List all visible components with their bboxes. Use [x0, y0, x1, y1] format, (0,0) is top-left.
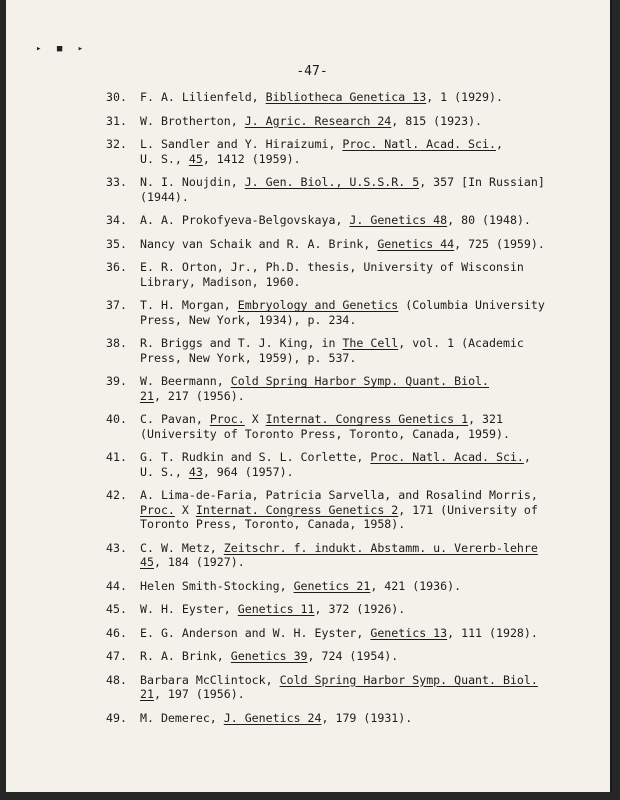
reference-line [140, 649, 546, 664]
reference-number: 40. [106, 412, 127, 426]
reference-line [140, 114, 546, 129]
reference-number: 47. [106, 649, 127, 663]
text-segment: X [244, 412, 266, 426]
reference-line [140, 275, 546, 290]
reference-item [106, 711, 546, 726]
reference-item [106, 579, 546, 594]
document-page [6, 0, 612, 792]
reference-item [106, 90, 546, 105]
text-segment: , 111 (1928). [447, 625, 538, 640]
text-segment: Barbara McClintock, [140, 672, 280, 687]
underlined-title: Genetics 11 [237, 602, 315, 616]
reference-number: 34. [106, 213, 127, 227]
underlined-title: J. Gen. Biol., U.S.S.R. 5 [244, 175, 420, 189]
text-segment: T. H. Morgan, [140, 298, 238, 312]
reference-number: 30. [106, 90, 127, 104]
reference-line [140, 450, 546, 465]
text-segment: Nancy van Schaik and R. A. Brink, [140, 236, 378, 251]
text-segment: W. Brotherton, [140, 113, 245, 128]
text-segment: , [523, 450, 531, 464]
reference-number: 38. [106, 336, 127, 350]
reference-number: 44. [106, 578, 127, 593]
reference-number: 46. [106, 625, 127, 640]
reference-text [140, 626, 546, 641]
reference-item [106, 450, 546, 479]
underlined-title: Internat. Congress Genetics 2 [195, 502, 399, 517]
underlined-title: Cold Spring Harbor Symp. Quant. Biol. [230, 374, 490, 388]
text-segment: Library, Madison, 1960. [140, 274, 301, 289]
underlined-title: Proc. [140, 502, 175, 517]
reference-number: 45. [106, 602, 127, 616]
reference-text [140, 488, 546, 532]
reference-text [140, 237, 546, 252]
reference-line [140, 673, 546, 688]
text-segment: (University of Toronto Press, Toronto, Canada, 1959). [140, 426, 510, 441]
reference-line [140, 137, 546, 152]
text-segment: , [495, 137, 503, 151]
reference-text [140, 175, 546, 204]
reference-line [140, 465, 546, 480]
reference-text [140, 412, 546, 441]
reference-text [140, 298, 546, 327]
reference-number: 37. [106, 298, 127, 312]
reference-text [140, 374, 546, 403]
reference-line [140, 313, 546, 328]
reference-line [140, 687, 546, 702]
reference-line [140, 602, 546, 617]
page-number: -47- [296, 64, 328, 79]
text-segment: C. W. Metz, [140, 540, 224, 555]
reference-number: 39. [106, 374, 127, 388]
text-segment: , 171 (University of [398, 502, 538, 517]
reference-text [140, 90, 546, 105]
text-segment: Helen Smith-Stocking, [140, 578, 294, 593]
reference-number: 36. [106, 260, 127, 274]
text-segment: N. I. Noujdin, [140, 175, 245, 189]
reference-number: 32. [106, 137, 127, 151]
reference-number: 41. [106, 450, 127, 464]
underlined-title: J. Genetics 24 [223, 710, 322, 725]
underlined-title: J. Agric. Research 24 [244, 113, 392, 128]
reference-text [140, 336, 546, 365]
reference-line [140, 626, 546, 641]
reference-number: 31. [106, 113, 127, 128]
reference-item [106, 175, 546, 204]
reference-line [140, 374, 546, 389]
reference-text [140, 541, 546, 570]
text-segment: , 357 [In Russian] [419, 175, 545, 189]
reference-item [106, 260, 546, 289]
reference-line [140, 389, 546, 404]
underlined-title: Genetics 39 [230, 649, 308, 663]
text-segment: , 217 (1956). [153, 388, 245, 403]
text-segment: L. Sandler and Y. Hiraizumi, [140, 137, 343, 151]
text-segment: , 725 (1959). [454, 236, 545, 251]
text-segment: E. G. Anderson and W. H. Eyster, [140, 625, 371, 640]
text-segment: Toronto Press, Toronto, Canada, 1958). [140, 517, 406, 531]
reference-item [106, 374, 546, 403]
reference-item [106, 237, 546, 252]
reference-line [140, 351, 546, 366]
reference-item [106, 114, 546, 129]
reference-text [140, 649, 546, 664]
reference-item [106, 488, 546, 532]
underlined-title: Bibliotheca Genetica 13 [265, 90, 427, 104]
reference-item [106, 298, 546, 327]
text-segment: C. Pavan, [140, 412, 210, 426]
reference-item [106, 213, 546, 228]
text-segment: , 197 (1956). [153, 687, 245, 701]
underlined-title: J. Genetics 48 [349, 213, 448, 227]
reference-text [140, 114, 546, 129]
text-segment: E. R. Orton, Jr., Ph.D. thesis, University of Wisconsin [140, 260, 524, 274]
text-segment: W. Beermann, [140, 374, 231, 388]
reference-line [140, 336, 546, 351]
reference-number: 48. [106, 672, 127, 687]
text-segment: , 724 (1954). [307, 649, 399, 663]
underlined-title: 21 [140, 687, 154, 701]
text-segment: , 1 (1929). [426, 90, 503, 104]
text-segment: R. Briggs and T. J. King, in [140, 336, 343, 350]
reference-text [140, 711, 546, 726]
text-segment: A. A. Prokofyeva-Belgovskaya, [140, 213, 350, 227]
text-segment: , 372 (1926). [314, 602, 406, 616]
reference-number: 49. [106, 710, 127, 725]
reference-text [140, 213, 546, 228]
underlined-title: Genetics 44 [377, 236, 455, 251]
reference-item [106, 336, 546, 365]
reference-line [140, 503, 546, 518]
reference-line [140, 541, 546, 556]
corner-marks: ▸ ■ ▸ [36, 44, 89, 54]
reference-item [106, 626, 546, 641]
reference-text [140, 602, 546, 617]
underlined-title: 43 [188, 464, 203, 479]
reference-line [140, 579, 546, 594]
reference-item [106, 541, 546, 570]
reference-item [106, 649, 546, 664]
underlined-title: Zeitschr. f. indukt. Abstamm. u. Vererb-lehre [223, 540, 538, 555]
text-segment: , 184 (1927). [153, 555, 245, 569]
reference-line [140, 213, 546, 228]
reference-line [140, 555, 546, 570]
text-segment: , 815 (1923). [391, 113, 483, 128]
text-segment: , 421 (1936). [370, 578, 462, 593]
reference-line [140, 260, 546, 275]
underlined-title: 45 [140, 555, 154, 569]
underlined-title: 21 [140, 388, 154, 403]
text-segment: M. Demerec, [140, 710, 224, 725]
reference-number: 35. [106, 236, 127, 251]
reference-item [106, 137, 546, 166]
underlined-title: Proc. Natl. Acad. Sci. [342, 137, 496, 151]
reference-line [140, 412, 546, 427]
reference-line [140, 190, 546, 205]
reference-number: 33. [106, 175, 127, 189]
reference-text [140, 137, 546, 166]
text-segment: R. A. Brink, [140, 649, 231, 663]
reference-line [140, 90, 546, 105]
underlined-title: Proc. Natl. Acad. Sci. [370, 450, 524, 464]
text-segment: , 321 [468, 412, 503, 426]
text-segment: , 1412 (1959). [202, 151, 301, 166]
reference-line [140, 175, 546, 190]
text-segment: Press, New York, 1959), p. 537. [140, 350, 357, 365]
reference-item [106, 602, 546, 617]
text-segment: (1944). [140, 189, 189, 204]
reference-number: 42. [106, 488, 127, 502]
underlined-title: Internat. Congress Genetics 1 [265, 412, 469, 426]
underlined-title: Cold Spring Harbor Symp. Quant. Biol. [279, 672, 538, 687]
reference-text [140, 579, 546, 594]
text-segment: G. T. Rudkin and S. L. Corlette, [140, 450, 371, 464]
text-segment: , 964 (1957). [202, 464, 294, 479]
reference-line [140, 711, 546, 726]
reference-line [140, 237, 546, 252]
underlined-title: The Cell [342, 336, 399, 350]
reference-line [140, 427, 546, 442]
text-segment: F. A. Lilienfeld, [140, 90, 266, 104]
reference-text [140, 260, 546, 289]
reference-item [106, 412, 546, 441]
reference-item [106, 673, 546, 702]
reference-line [140, 488, 546, 503]
reference-list [106, 90, 546, 734]
reference-text [140, 673, 546, 702]
text-segment: , vol. 1 (Academic [398, 336, 524, 350]
text-segment: W. H. Eyster, [140, 602, 238, 616]
reference-line [140, 517, 546, 532]
text-segment: U. S., [140, 151, 189, 166]
text-segment: U. S., [140, 464, 189, 479]
text-segment: (Columbia University [398, 298, 545, 312]
underlined-title: Embryology and Genetics [237, 298, 399, 312]
text-segment: A. Lima-de-Faria, Patricia Sarvella, and Rosalind Morris, [140, 488, 538, 502]
underlined-title: 45 [188, 151, 203, 166]
reference-line [140, 152, 546, 167]
text-segment: , 179 (1931). [321, 710, 413, 725]
reference-text [140, 450, 546, 479]
text-segment: Press, New York, 1934), p. 234. [140, 312, 357, 327]
underlined-title: Genetics 21 [293, 578, 371, 593]
reference-number: 43. [106, 540, 127, 555]
text-segment: , 80 (1948). [447, 213, 531, 227]
text-segment: X [174, 502, 196, 517]
underlined-title: Proc. [209, 412, 245, 426]
reference-line [140, 298, 546, 313]
underlined-title: Genetics 13 [370, 625, 448, 640]
